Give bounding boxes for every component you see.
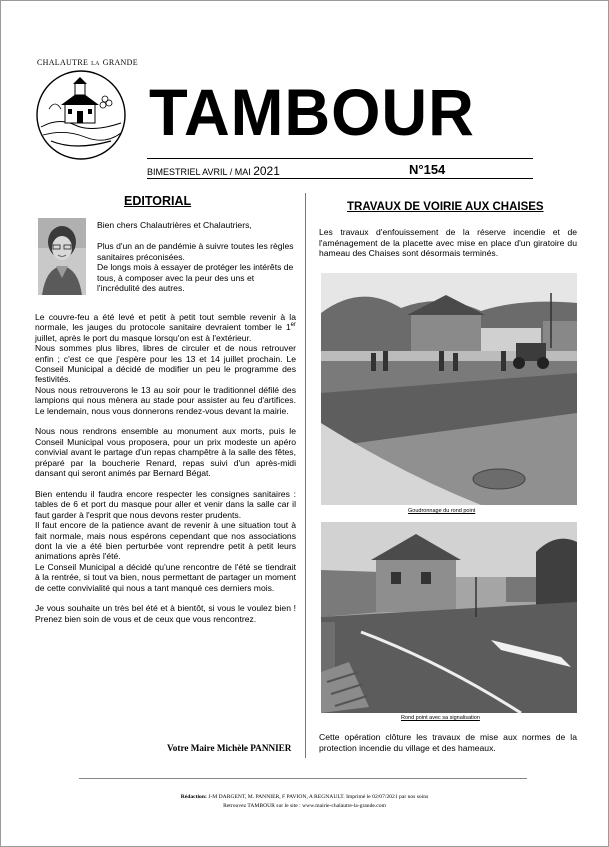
- intro-paragraph: De longs mois à essayer de protéger les intérêts de tous, à composer avec la peur des uns et l'incrédulité des autres.: [97, 262, 294, 294]
- commune-name-main: CHALAUTRE: [37, 58, 89, 67]
- editorial-paragraph: Nous nous rendrons ensemble au monument aux morts, puis le Conseil Municipal vous proposera, pour un prix modeste un apéro convivial avant le partage d'un repas champêtre à la salle des fêtes, préparé par la boucherie Renard, repas suivi d'un après-midi dansant qui seront animés par Bernard Bégat.: [35, 426, 296, 479]
- intro-paragraph: Plus d'un an de pandémie à suivre toutes les règles sanitaires préconisées.: [97, 241, 294, 262]
- editorial-paragraph: Nous nous retrouverons le 13 au soir pour le traditionnel défilé des lampions qui nous mènera au stade pour assister au feu d'artifices. Le lendemain, nous vous donnerons rendez-vous devant la mairie.: [35, 384, 296, 416]
- editorial-paragraph: Nous sommes plus libres, libres de circuler et de nous retrouver enfin ; c'est ce que j'espère pour les 13 et 14 juillet prochain. Le Conseil Municipal a décidé de modifier un peu le programme des festivités.: [35, 343, 296, 385]
- column-divider: [305, 193, 306, 758]
- editorial-paragraph: [35, 312, 296, 343]
- commune-logo: [35, 69, 127, 161]
- footer-rule: [79, 778, 527, 779]
- editorial-body: [35, 312, 296, 624]
- issue-number: N°154: [409, 162, 446, 177]
- paragraph-text: juillet, après le port du masque lorsqu'on est à l'extérieur.: [35, 332, 252, 343]
- travaux-closing: Cette opération clôture les travaux de mise aux normes de la protection incendie du village et des hameaux.: [319, 732, 577, 753]
- footer-website: Retrouvez TAMBOUR sur le site : www.mairie-chalautre-la-grande.com: [223, 803, 386, 809]
- photo-caption: Rond point avec sa signalisation: [401, 715, 480, 721]
- mayor-portrait: [38, 218, 86, 295]
- editorial-intro: [97, 220, 295, 304]
- masthead-rule-top: [147, 158, 533, 159]
- paragraph-text: Le couvre-feu a été levé et petit à petit tout semble revenir à la normale, les jauges du protocole sanitaire devraient tomber le 1: [35, 312, 296, 333]
- footer-label: Rédaction:: [180, 794, 207, 800]
- roadwork-photo: [321, 273, 577, 505]
- paragraph-gap: [35, 478, 296, 488]
- photo-caption: Goudronnage du rond point: [408, 508, 476, 514]
- editorial-paragraph: Bien entendu il faudra encore respecter les consignes sanitaires : tables de 6 et port du masque pour aller et venir dans la salle car il faut garder à l'esprit que nous devons rester prudents.: [35, 488, 296, 520]
- roundabout-photo: [321, 522, 577, 713]
- issue-period: [147, 164, 280, 178]
- newsletter-title: TAMBOUR: [149, 75, 475, 149]
- editorial-paragraph: Le Conseil Municipal a décidé qu'une rencontre de l'été se tiendrait à la rentrée, si tout va bien, nous permettant de partager un moment de cette convivialité qui nous a tant manqué ces derniers mois.: [35, 561, 296, 593]
- editorial-paragraph: Il faut encore de la patience avant de revenir à une situation tout à fait normale, mais nous espérons cependant que nos associations dont la vie a été bien perturbée vont reprendre petit à petit leurs animations après l'été.: [35, 520, 296, 562]
- greeting: Bien chers Chalautrières et Chalautriers,: [97, 220, 252, 230]
- travaux-heading: TRAVAUX DE VOIRIE AUX CHAISES: [347, 201, 544, 213]
- travaux-intro: Les travaux d'enfouissement de la réserve incendie et de l'aménagement de la placette avec mise en place d'un giratoire du hameau des Chaises sont désormais terminés.: [319, 227, 577, 258]
- issue-year: 2021: [253, 164, 280, 178]
- commune-particle: LA: [91, 61, 100, 67]
- mayor-signature: Votre Maire Michèle PANNIER: [167, 743, 292, 753]
- footer-credits: [1, 794, 608, 800]
- superscript: er: [290, 322, 296, 329]
- masthead-rule-bottom: [147, 178, 533, 179]
- issue-period-text: BIMESTRIEL AVRIL / MAI: [147, 167, 254, 177]
- footer-credits-text: J-M DARGENT, M. PANNIER, F PAVION, A REGNAULT. Imprimé le 02/07/2021 par nos soins: [206, 794, 429, 800]
- commune-suffix: GRANDE: [102, 58, 138, 67]
- issue-line: [147, 162, 533, 176]
- paragraph-gap: [35, 593, 296, 603]
- paragraph-gap: [35, 416, 296, 426]
- editorial-heading: EDITORIAL: [124, 194, 192, 208]
- commune-name: [37, 58, 138, 67]
- editorial-paragraph: Je vous souhaite un très bel été et à bientôt, si vous le voulez bien ! Prenez bien soin de vous et de ceux que vous rencontrez.: [35, 603, 296, 624]
